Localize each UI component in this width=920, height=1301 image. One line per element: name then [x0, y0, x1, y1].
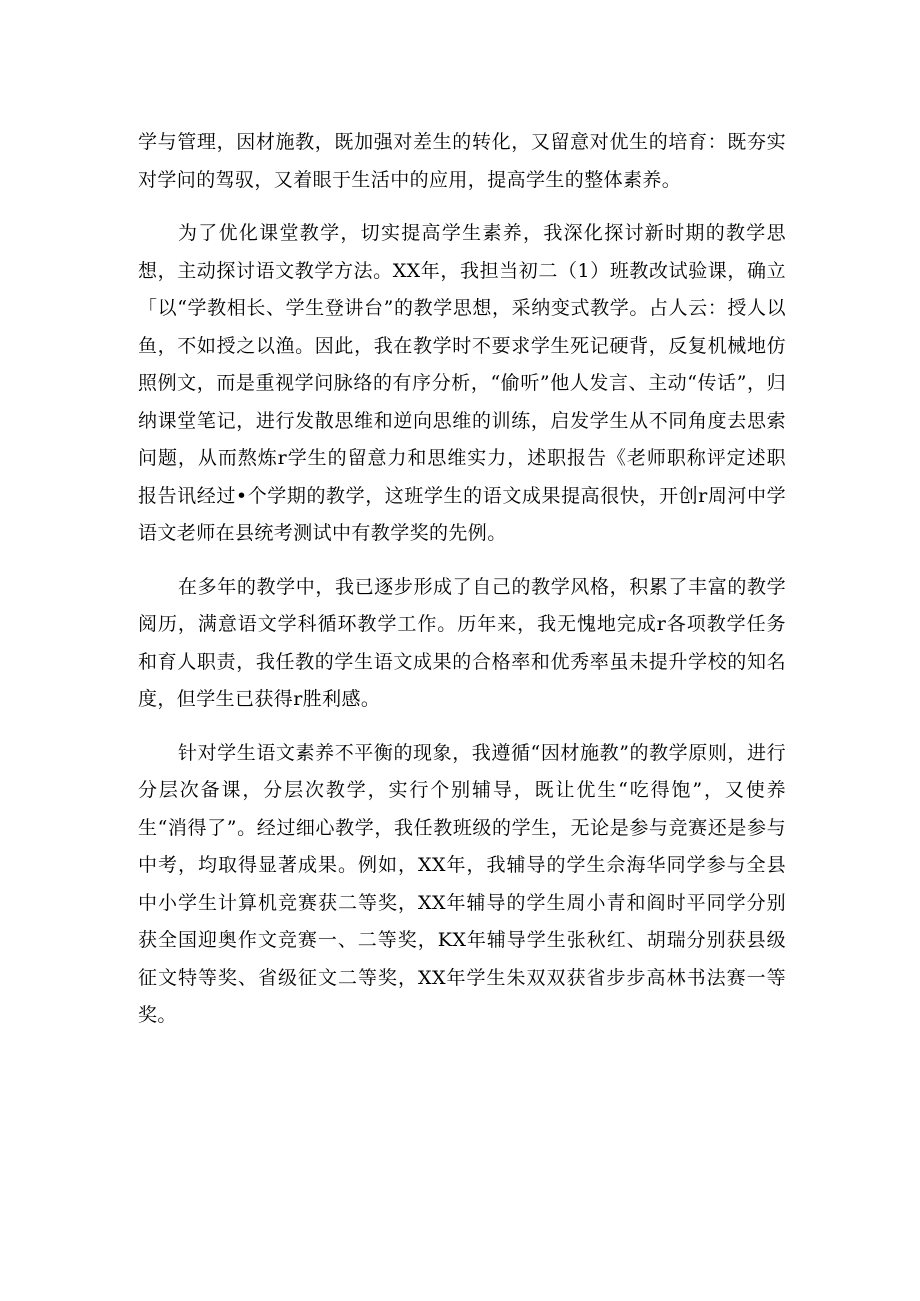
paragraph-1: 学与管理，因材施教，既加强对差生的转化，又留意对优生的培育：既夯实对学问的驾驭，又着眼于生活中的应用，提高学生的整体素养。 [138, 131, 786, 191]
paragraph-3: 在多年的教学中，我已逐步形成了自己的教学风格，积累了丰富的教学阅历，满意语文学科循环教学工作。历年来，我无愧地完成r各项教学任务和育人职责，我任教的学生语文成果的合格率和优秀率虽未提升学校的知名度，但学生已获得r胜利感。 [138, 575, 786, 710]
paragraph-2: 为了优化课堂教学，切实提高学生素养，我深化探讨新时期的教学思想，主动探讨语文教学方法。XX年，我担当初二（1）班教改试验课，确立「以“学教相长、学生登讲台”的教学思想，采纳变式教学。占人云：授人以鱼，不如授之以渔。因此，我在教学时不要求学生死记硬背，反复机械地仿照例文，而是重视学问脉络的有序分析，“偷听”他人发言、主动“传话”，归纳课堂笔记，进行发散思维和逆向思维的训练，启发学生从不同角度去思索问题，从而熬炼r学生的留意力和思维实力，述职报告《老师职称评定述职报告讯经过•个学期的教学，这班学生的语文成果提高很快，开创r周河中学语文老师在县统考测试中有教学奖的先例。 [138, 222, 786, 544]
paragraph-4: 针对学生语文素养不平衡的现象，我遵循“因材施教”的教学原则，进行分层次备课，分层次教学，实行个别辅导，既让优生“吃得饱”，又使养生“消得了”。经过细心教学，我任教班级的学生，无论是参与竞赛还是参与中考，均取得显著成果。例如，XX年，我辅导的学生佘海华同学参与全县中小学生计算机竞赛获二等奖，XX年辅导的学生周小青和阎时平同学分别获全国迎奥作文竞赛一、二等奖，KX年辅导学生张秋红、胡瑞分别获县级征文特等奖、省级征文二等奖，XX年学生朱双双获省步步高林书法赛一等奖。 [138, 741, 786, 1026]
document-body [138, 124, 786, 1051]
